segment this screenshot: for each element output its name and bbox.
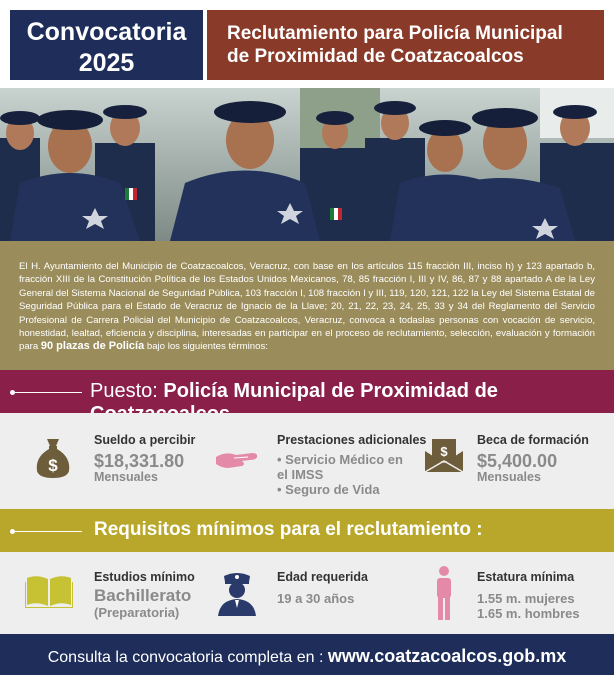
divider-line [15,392,82,393]
convocatoria-badge [10,10,203,80]
estatura-hombres: 1.65 m. hombres [477,606,580,621]
title-line-1: Reclutamiento para Policía Municipal [227,23,563,44]
estatura-title: Estatura mínima [477,570,575,584]
estudios-title: Estudios mínimo [94,570,195,584]
salary-title: Sueldo a percibir [94,433,196,447]
intro-tail: bajo los siguientes términos: [144,341,268,353]
footer-prefix: Consulta la convocatoria completa en : [47,649,328,666]
salary-unit: Mensuales [94,470,158,484]
estudios-value: Bachillerato [94,586,192,605]
beca-amount: $5,400.00 [477,451,558,471]
money-bag-icon [35,437,71,484]
page-title [207,10,604,80]
beca-title: Beca de formación [477,433,589,447]
edad-value: 19 a 30 años [277,591,355,606]
requisitos-bar [0,509,614,552]
header [0,0,614,86]
requisitos-section [0,552,614,634]
intro-text: El H. Ayuntamiento del Municipio de Coatzacoalcos, Veracruz, con base en los artículos 115 fracción III, inciso h) y 123 apartado b, fracción XIII de la Constitución Política de los Estados Unidos Mexicanos, 78, 85 fracción I, III y IV, 86, 87 y 88 apartado A de la Ley General del Sistema Nacional de Seguridad Pública, 103 fracción I, 108 fracción I y III, 119, 120, 121, 122 la Ley del Sistema Estatal de Seguridad Pública para el Estado de Veracruz de Ignacio de la Llave; 20, 21, 22, 23, 24, 25, 33 y 34 del Reglamento del Servicio Profesional de Carrera Policial del Municipio de Coatzacoalcos, Veracruz, convoca a todaslas personas con vocación de servicio, honestidad, lealtad, eficiencia y disciplina, interesadas en participar en el proceso de reclutamiento, selección, evaluación y formación para [19,261,595,353]
beca-unit: Mensuales [477,470,541,484]
convocatoria-year: 2025 [78,49,135,77]
estatura-mujeres: 1.55 m. mujeres [477,591,575,606]
list-item: • Servicio Médico en el IMSS [277,452,403,482]
police-officer-icon [214,570,260,621]
police-officers-photo [0,88,614,241]
intro-paragraph [0,241,614,370]
benefits-section [0,413,614,509]
svg-text:$: $ [440,444,448,459]
svg-text:$: $ [48,456,58,475]
website-link[interactable]: www.coatzacoalcos.gob.mx [327,646,567,666]
prestaciones-title: Prestaciones adicionales [277,433,427,447]
requisitos-heading: Requisitos mínimos para el reclutamiento : [94,519,483,540]
book-icon [25,574,73,613]
puesto-title: Policía Municipal de Proximidad de [163,380,498,402]
plazas-highlight: 90 plazas de Policía [40,340,145,353]
salary-amount: $18,331.80 [94,451,185,471]
list-item: • Seguro de Vida [277,482,380,497]
puesto-prefix: Puesto: [90,380,164,402]
person-height-icon [434,566,454,625]
title-line-2: de Proximidad de Coatzacoalcos [227,46,524,67]
edad-title: Edad requerida [277,570,368,584]
police-officers-illustration [0,88,614,241]
envelope-money-icon [424,437,464,478]
footer [0,634,614,675]
puesto-bar [0,370,614,413]
estudios-detail: (Preparatoria) [94,605,180,620]
divider-line [15,531,82,532]
prestaciones-list [277,452,417,497]
hand-icon [214,449,260,476]
convocatoria-label: Convocatoria [26,18,187,46]
